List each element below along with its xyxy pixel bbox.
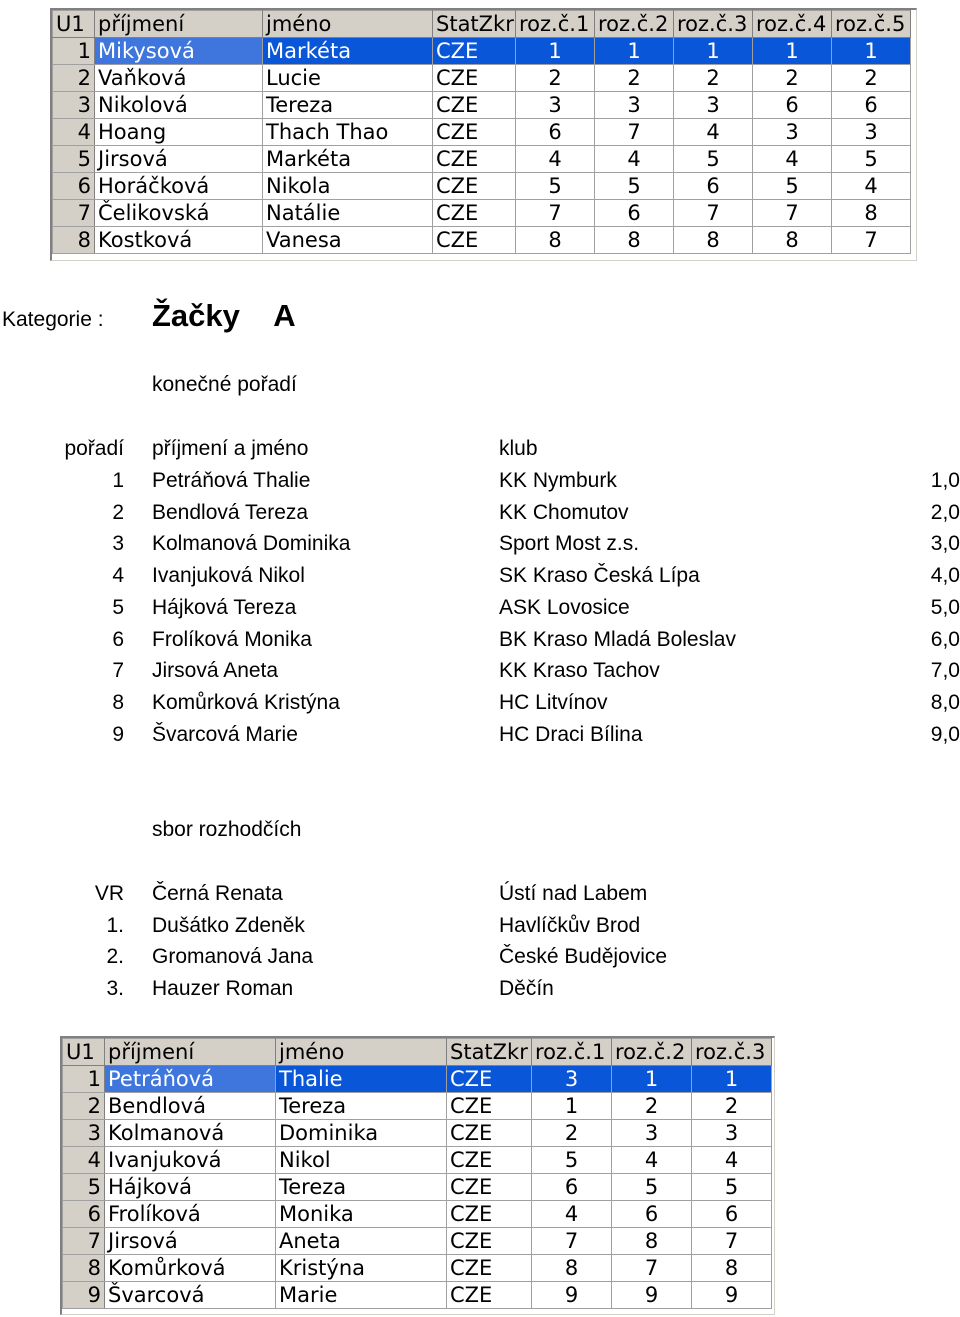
judge-rank-cell[interactable]: 4 bbox=[753, 146, 832, 173]
club-name: HC Litvínov bbox=[499, 690, 608, 714]
club-name: KK Nymburk bbox=[499, 469, 617, 492]
column-header[interactable]: U1 bbox=[63, 1039, 105, 1066]
judge-rank-cell[interactable]: 3 bbox=[674, 92, 753, 119]
table-row[interactable] bbox=[63, 1147, 772, 1174]
final-order-row bbox=[0, 467, 960, 497]
referee-role: 3. bbox=[106, 977, 124, 1001]
club-name: BK Kraso Mladá Boleslav bbox=[499, 627, 736, 651]
final-order-row bbox=[0, 499, 960, 529]
column-header[interactable]: jméno bbox=[263, 11, 433, 38]
referee-name: Černá Renata bbox=[152, 882, 283, 905]
judge-rank-cell[interactable]: 7 bbox=[674, 200, 753, 227]
row-index-cell[interactable]: 7 bbox=[53, 200, 95, 227]
surname-cell[interactable]: Frolíková bbox=[105, 1201, 276, 1228]
referee-name: Hauzer Roman bbox=[152, 977, 294, 1001]
table-row[interactable] bbox=[53, 146, 911, 173]
judge-rank-cell[interactable]: 5 bbox=[516, 173, 595, 200]
row-index-cell[interactable]: 4 bbox=[53, 119, 95, 146]
row-index-cell[interactable]: 8 bbox=[63, 1255, 105, 1282]
grid-header-row bbox=[53, 11, 911, 38]
judge-rank-cell[interactable]: 8 bbox=[532, 1255, 612, 1282]
judge-rank-cell[interactable]: 1 bbox=[612, 1066, 692, 1093]
surname-cell[interactable]: Ivanjuková bbox=[105, 1147, 276, 1174]
rank-value: 3 bbox=[112, 532, 124, 556]
judge-rank-cell[interactable]: 4 bbox=[532, 1201, 612, 1228]
row-index-cell[interactable]: 6 bbox=[53, 173, 95, 200]
table-row[interactable] bbox=[63, 1201, 772, 1228]
rank-value: 5 bbox=[112, 595, 124, 619]
surname-cell[interactable]: Hoang bbox=[95, 119, 263, 146]
judge-rank-cell[interactable]: 3 bbox=[516, 92, 595, 119]
judge-rank-cell[interactable]: 3 bbox=[753, 119, 832, 146]
table-row[interactable] bbox=[53, 173, 911, 200]
row-index-cell[interactable]: 2 bbox=[53, 65, 95, 92]
surname-cell[interactable]: Čelikovská bbox=[95, 200, 263, 227]
firstname-cell[interactable]: Tereza bbox=[276, 1093, 447, 1120]
table-row[interactable] bbox=[53, 38, 911, 65]
country-cell[interactable]: CZE bbox=[447, 1228, 532, 1255]
rank-value: 2 bbox=[112, 500, 124, 524]
referee-city: České Budějovice bbox=[499, 945, 668, 969]
firstname-cell[interactable]: Markéta bbox=[263, 38, 433, 65]
firstname-cell[interactable]: Tereza bbox=[263, 92, 433, 119]
referee-name: Dušátko Zdeněk bbox=[152, 913, 305, 937]
judge-rank-cell[interactable]: 8 bbox=[753, 227, 832, 254]
country-cell[interactable]: CZE bbox=[433, 65, 516, 92]
judge-rank-cell[interactable]: 6 bbox=[674, 173, 753, 200]
column-header[interactable]: roz.č.5 bbox=[832, 11, 911, 38]
row-index-cell[interactable]: 7 bbox=[63, 1228, 105, 1255]
final-order-row bbox=[0, 530, 960, 560]
row-index-cell[interactable]: 5 bbox=[63, 1174, 105, 1201]
judge-rank-cell[interactable]: 3 bbox=[832, 119, 911, 146]
judge-rank-cell[interactable]: 8 bbox=[832, 200, 911, 227]
final-order-title: konečné pořadí bbox=[152, 373, 297, 396]
club-name: KK Kraso Tachov bbox=[499, 659, 660, 683]
club-name: KK Chomutov bbox=[499, 500, 629, 524]
judge-rank-cell[interactable]: 7 bbox=[832, 227, 911, 254]
club-name: HC Draci Bílina bbox=[499, 722, 643, 746]
judge-rank-cell[interactable]: 6 bbox=[692, 1201, 772, 1228]
rank-header: pořadí bbox=[64, 437, 124, 460]
firstname-cell[interactable]: Lucie bbox=[263, 65, 433, 92]
name-header: příjmení a jméno bbox=[152, 437, 309, 460]
judge-rank-cell[interactable]: 5 bbox=[532, 1147, 612, 1174]
country-cell[interactable]: CZE bbox=[433, 173, 516, 200]
column-header[interactable]: roz.č.4 bbox=[753, 11, 832, 38]
rank-value: 6 bbox=[112, 627, 124, 651]
firstname-cell[interactable]: Natálie bbox=[263, 200, 433, 227]
score-value: 8,0 bbox=[930, 690, 960, 714]
judge-rank-cell[interactable]: 8 bbox=[516, 227, 595, 254]
row-index-cell[interactable]: 6 bbox=[63, 1201, 105, 1228]
country-cell[interactable]: CZE bbox=[447, 1147, 532, 1174]
surname-cell[interactable]: Petráňová bbox=[105, 1066, 276, 1093]
table-row[interactable] bbox=[63, 1282, 772, 1309]
surname-cell[interactable]: Hájková bbox=[105, 1174, 276, 1201]
table-row[interactable] bbox=[53, 65, 911, 92]
referee-row bbox=[0, 975, 960, 1005]
surname-cell[interactable]: Švarcová bbox=[105, 1282, 276, 1309]
table-row[interactable] bbox=[53, 119, 911, 146]
final-order-row bbox=[0, 562, 960, 592]
column-header[interactable]: roz.č.3 bbox=[692, 1039, 772, 1066]
judge-rank-cell[interactable]: 5 bbox=[753, 173, 832, 200]
country-cell[interactable]: CZE bbox=[433, 92, 516, 119]
club-header: klub bbox=[499, 437, 538, 460]
category-value: Žačky A bbox=[152, 298, 296, 333]
firstname-cell[interactable]: Markéta bbox=[263, 146, 433, 173]
column-header[interactable]: příjmení bbox=[95, 11, 263, 38]
table-row[interactable] bbox=[63, 1255, 772, 1282]
judge-rank-cell[interactable]: 6 bbox=[612, 1201, 692, 1228]
referee-role: VR bbox=[94, 882, 124, 905]
rank-value: 7 bbox=[112, 659, 124, 683]
score-value: 6,0 bbox=[930, 627, 960, 651]
referee-role: 2. bbox=[106, 945, 124, 969]
judge-rank-cell[interactable]: 6 bbox=[832, 92, 911, 119]
judge-rank-cell[interactable]: 2 bbox=[595, 65, 674, 92]
competitor-name: Ivanjuková Nikol bbox=[152, 564, 305, 588]
judge-rank-cell[interactable]: 6 bbox=[516, 119, 595, 146]
row-index-cell[interactable]: 2 bbox=[63, 1093, 105, 1120]
judge-rank-cell[interactable]: 6 bbox=[753, 92, 832, 119]
rank-value: 9 bbox=[112, 722, 124, 746]
judge-rank-cell[interactable]: 2 bbox=[532, 1120, 612, 1147]
judge-rank-cell[interactable]: 8 bbox=[674, 227, 753, 254]
country-cell[interactable]: CZE bbox=[447, 1174, 532, 1201]
judge-rank-cell[interactable]: 1 bbox=[516, 38, 595, 65]
competitor-name: Frolíková Monika bbox=[152, 627, 312, 651]
firstname-cell[interactable]: Kristýna bbox=[276, 1255, 447, 1282]
final-order-header bbox=[0, 435, 960, 465]
score-value: 3,0 bbox=[930, 532, 960, 556]
judge-rank-cell[interactable]: 9 bbox=[612, 1282, 692, 1309]
column-header[interactable]: roz.č.2 bbox=[612, 1039, 692, 1066]
final-order-row bbox=[0, 626, 960, 656]
row-index-cell[interactable]: 1 bbox=[63, 1066, 105, 1093]
judge-rank-cell[interactable]: 2 bbox=[832, 65, 911, 92]
judge-rank-cell[interactable]: 1 bbox=[832, 38, 911, 65]
club-name: Sport Most z.s. bbox=[499, 532, 640, 556]
judge-rank-cell[interactable]: 8 bbox=[612, 1228, 692, 1255]
judge-rank-cell[interactable]: 3 bbox=[595, 92, 674, 119]
firstname-cell[interactable]: Thach Thao bbox=[263, 119, 433, 146]
score-value: 7,0 bbox=[930, 659, 960, 683]
table-row[interactable] bbox=[63, 1093, 772, 1120]
judge-rank-cell[interactable]: 6 bbox=[532, 1174, 612, 1201]
column-header[interactable]: roz.č.3 bbox=[674, 11, 753, 38]
judge-rank-cell[interactable]: 5 bbox=[832, 146, 911, 173]
score-value: 5,0 bbox=[930, 595, 960, 619]
grid-header-row bbox=[63, 1039, 772, 1066]
score-value: 1,0 bbox=[930, 469, 960, 492]
judge-rank-cell[interactable]: 4 bbox=[595, 146, 674, 173]
country-cell[interactable]: CZE bbox=[447, 1201, 532, 1228]
rank-value: 1 bbox=[112, 469, 124, 492]
rank-value: 4 bbox=[112, 564, 124, 588]
surname-cell[interactable]: Vaňková bbox=[95, 65, 263, 92]
judge-rank-cell[interactable]: 1 bbox=[692, 1066, 772, 1093]
table-row[interactable] bbox=[53, 200, 911, 227]
judge-rank-cell[interactable]: 2 bbox=[692, 1093, 772, 1120]
country-cell[interactable]: CZE bbox=[447, 1066, 532, 1093]
final-order-row bbox=[0, 594, 960, 624]
table-row[interactable] bbox=[63, 1120, 772, 1147]
country-cell[interactable]: CZE bbox=[433, 146, 516, 173]
firstname-cell[interactable]: Nikola bbox=[263, 173, 433, 200]
firstname-cell[interactable]: Tereza bbox=[276, 1174, 447, 1201]
country-cell[interactable]: CZE bbox=[433, 119, 516, 146]
results-grid-1[interactable] bbox=[50, 8, 917, 261]
surname-cell[interactable]: Kostková bbox=[95, 227, 263, 254]
judge-rank-cell[interactable]: 7 bbox=[753, 200, 832, 227]
row-index-cell[interactable]: 5 bbox=[53, 146, 95, 173]
referee-city: Havlíčkův Brod bbox=[499, 913, 641, 937]
judge-rank-cell[interactable]: 4 bbox=[612, 1147, 692, 1174]
surname-cell[interactable]: Kolmanová bbox=[105, 1120, 276, 1147]
judge-rank-cell[interactable]: 8 bbox=[692, 1255, 772, 1282]
score-value: 4,0 bbox=[930, 564, 960, 588]
judge-rank-cell[interactable]: 3 bbox=[692, 1120, 772, 1147]
judge-rank-cell[interactable]: 5 bbox=[674, 146, 753, 173]
rank-value: 8 bbox=[112, 690, 124, 714]
column-header[interactable]: jméno bbox=[276, 1039, 447, 1066]
surname-cell[interactable]: Horáčková bbox=[95, 173, 263, 200]
final-order-row bbox=[0, 657, 960, 687]
judge-rank-cell[interactable]: 1 bbox=[674, 38, 753, 65]
judge-rank-cell[interactable]: 3 bbox=[612, 1120, 692, 1147]
column-header[interactable]: roz.č.2 bbox=[595, 11, 674, 38]
results-grid-2-table bbox=[62, 1038, 772, 1309]
judge-rank-cell[interactable]: 5 bbox=[692, 1174, 772, 1201]
referees-title: sbor rozhodčích bbox=[152, 818, 302, 841]
judge-rank-cell[interactable]: 2 bbox=[674, 65, 753, 92]
referee-role: 1. bbox=[106, 913, 124, 937]
final-order-row bbox=[0, 721, 960, 751]
judge-rank-cell[interactable]: 6 bbox=[595, 200, 674, 227]
competitor-name: Bendlová Tereza bbox=[152, 500, 309, 524]
judge-rank-cell[interactable]: 2 bbox=[612, 1093, 692, 1120]
club-name: SK Kraso Česká Lípa bbox=[499, 564, 700, 588]
referee-name: Gromanová Jana bbox=[152, 945, 314, 969]
referee-row bbox=[0, 943, 960, 973]
results-grid-1-table bbox=[52, 10, 911, 254]
row-index-cell[interactable]: 9 bbox=[63, 1282, 105, 1309]
column-header[interactable]: U1 bbox=[53, 11, 95, 38]
firstname-cell[interactable]: Monika bbox=[276, 1201, 447, 1228]
table-row[interactable] bbox=[63, 1174, 772, 1201]
competitor-name: Petráňová Thalie bbox=[152, 469, 311, 492]
judge-rank-cell[interactable]: 2 bbox=[516, 65, 595, 92]
referee-city: Děčín bbox=[499, 977, 554, 1001]
column-header[interactable]: roz.č.1 bbox=[532, 1039, 612, 1066]
country-cell[interactable]: CZE bbox=[433, 227, 516, 254]
final-order-row bbox=[0, 689, 960, 719]
surname-cell[interactable]: Komůrková bbox=[105, 1255, 276, 1282]
surname-cell[interactable]: Nikolová bbox=[95, 92, 263, 119]
judge-rank-cell[interactable]: 9 bbox=[692, 1282, 772, 1309]
judge-rank-cell[interactable]: 7 bbox=[612, 1255, 692, 1282]
column-header[interactable]: StatZkr bbox=[447, 1039, 532, 1066]
score-value: 2,0 bbox=[930, 500, 960, 524]
country-cell[interactable]: CZE bbox=[447, 1282, 532, 1309]
judge-rank-cell[interactable]: 2 bbox=[753, 65, 832, 92]
judge-rank-cell[interactable]: 1 bbox=[595, 38, 674, 65]
competitor-name: Kolmanová Dominika bbox=[152, 532, 351, 556]
judge-rank-cell[interactable]: 7 bbox=[692, 1228, 772, 1255]
firstname-cell[interactable]: Vanesa bbox=[263, 227, 433, 254]
surname-cell[interactable]: Bendlová bbox=[105, 1093, 276, 1120]
referee-row bbox=[0, 880, 960, 910]
judge-rank-cell[interactable]: 9 bbox=[532, 1282, 612, 1309]
category-label: Kategorie : bbox=[2, 308, 104, 331]
column-header[interactable]: StatZkr bbox=[433, 11, 516, 38]
club-name: ASK Lovosice bbox=[499, 595, 630, 619]
country-cell[interactable]: CZE bbox=[447, 1120, 532, 1147]
table-row[interactable] bbox=[53, 227, 911, 254]
judge-rank-cell[interactable]: 5 bbox=[595, 173, 674, 200]
row-index-cell[interactable]: 3 bbox=[53, 92, 95, 119]
referee-row bbox=[0, 912, 960, 942]
column-header[interactable]: roz.č.1 bbox=[516, 11, 595, 38]
country-cell[interactable]: CZE bbox=[447, 1093, 532, 1120]
judge-rank-cell[interactable]: 1 bbox=[753, 38, 832, 65]
firstname-cell[interactable]: Dominika bbox=[276, 1120, 447, 1147]
surname-cell[interactable]: Mikysová bbox=[95, 38, 263, 65]
competitor-name: Švarcová Marie bbox=[152, 722, 298, 746]
results-grid-2[interactable] bbox=[60, 1036, 775, 1315]
firstname-cell[interactable]: Aneta bbox=[276, 1228, 447, 1255]
competitor-name: Hájková Tereza bbox=[152, 595, 297, 619]
judge-rank-cell[interactable]: 8 bbox=[595, 227, 674, 254]
judge-rank-cell[interactable]: 5 bbox=[612, 1174, 692, 1201]
country-cell[interactable]: CZE bbox=[433, 200, 516, 227]
score-value: 9,0 bbox=[930, 722, 960, 746]
row-index-cell[interactable]: 3 bbox=[63, 1120, 105, 1147]
row-index-cell[interactable]: 8 bbox=[53, 227, 95, 254]
judge-rank-cell[interactable]: 3 bbox=[532, 1066, 612, 1093]
referee-city: Ústí nad Labem bbox=[499, 882, 648, 905]
competitor-name: Komůrková Kristýna bbox=[152, 690, 340, 714]
row-index-cell[interactable]: 1 bbox=[53, 38, 95, 65]
judge-rank-cell[interactable]: 4 bbox=[516, 146, 595, 173]
table-row[interactable] bbox=[53, 92, 911, 119]
surname-cell[interactable]: Jirsová bbox=[105, 1228, 276, 1255]
table-row[interactable] bbox=[63, 1066, 772, 1093]
judge-rank-cell[interactable]: 7 bbox=[595, 119, 674, 146]
firstname-cell[interactable]: Nikol bbox=[276, 1147, 447, 1174]
judge-rank-cell[interactable]: 4 bbox=[674, 119, 753, 146]
competitor-name: Jirsová Aneta bbox=[152, 659, 279, 683]
table-row[interactable] bbox=[63, 1228, 772, 1255]
country-cell[interactable]: CZE bbox=[433, 38, 516, 65]
firstname-cell[interactable]: Marie bbox=[276, 1282, 447, 1309]
judge-rank-cell[interactable]: 4 bbox=[692, 1147, 772, 1174]
row-index-cell[interactable]: 4 bbox=[63, 1147, 105, 1174]
country-cell[interactable]: CZE bbox=[447, 1255, 532, 1282]
judge-rank-cell[interactable]: 7 bbox=[532, 1228, 612, 1255]
column-header[interactable]: příjmení bbox=[105, 1039, 276, 1066]
judge-rank-cell[interactable]: 4 bbox=[832, 173, 911, 200]
surname-cell[interactable]: Jirsová bbox=[95, 146, 263, 173]
firstname-cell[interactable]: Thalie bbox=[276, 1066, 447, 1093]
judge-rank-cell[interactable]: 7 bbox=[516, 200, 595, 227]
judge-rank-cell[interactable]: 1 bbox=[532, 1093, 612, 1120]
